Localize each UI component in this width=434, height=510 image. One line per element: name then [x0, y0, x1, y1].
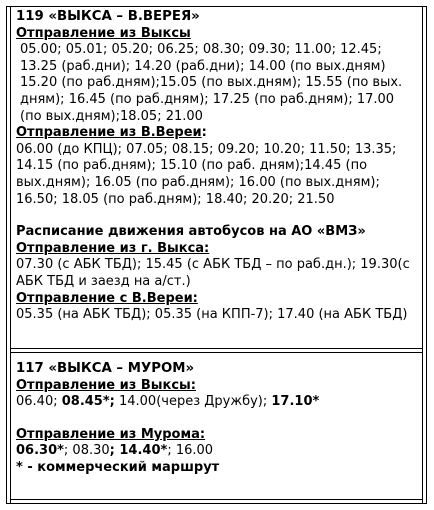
time-text-bold: 08.45*; — [61, 394, 115, 410]
route-117-murom-times — [16, 443, 419, 460]
vmz-title: Расписание движения автобусов на АО «ВМЗ» — [16, 224, 366, 240]
route-119-vereya-heading: Отправление из В.Вереи — [16, 125, 202, 141]
time-text-bold: ; 14.40* — [109, 443, 168, 459]
route-119-vyksa-heading: Отправление из Выксы — [16, 25, 191, 41]
route-119-vereya-heading-colon: : — [201, 125, 207, 141]
route-117-cell — [10, 352, 423, 500]
route-117-title: 117 «ВЫКСА – МУРОМ» — [16, 361, 195, 376]
time-text-bold: 06.30* — [16, 443, 64, 459]
vmz-vereya-times: 05.35 (на АБК ТБД); 05.35 (на КПП-7); 17.40 (на АБК ТБД) — [16, 307, 408, 323]
time-text: 06.40; — [16, 394, 62, 410]
time-text: ; 16.00 — [167, 443, 214, 459]
footnote: * - коммерческий маршрут — [16, 459, 220, 475]
schedule-table — [6, 6, 427, 504]
route-117-vyksa-heading: Отправление из Выксы: — [16, 377, 196, 393]
route-117-murom-heading: Отправление из Мурома: — [16, 426, 206, 442]
route-119-vyksa-times: 05.00; 05.01; 05.20; 06.25; 08.30; 09.30; 11.00; 12.45; 13.25 (раб.дни); 14.20 (раб.дни); 14.00 (по вых.дням) 15.20 (по раб.дням);15.05 (по вых.дням); 15.55 (по вых. дням); 16.45 (по раб.дням); 17.25 (по раб.дням); 17.00 (по вых.дням);18.05; 21.00 — [20, 42, 403, 124]
time-text: ; 08.30 — [63, 443, 110, 459]
spacer — [16, 411, 419, 427]
route-119-vereya-times: 06.00 (до КПЦ); 07.05; 08.15; 09.20; 10.20; 11.50; 13.35; 14.15 (по раб.дням); 15.10 (по раб. дням);14.45 (по вых.дням); 16.05 (по раб.дням); 16.00 (по вых.дням); 16.50; 18.05 (по раб.дням); 18.40; 20.20; 21.50 — [16, 141, 397, 207]
route-119-vereya-heading-line — [16, 125, 419, 142]
time-text: 14.00(через Дружбу); — [114, 394, 272, 410]
route-119-title: 119 «ВЫКСА – В.ВЕРЕЯ» — [16, 9, 200, 24]
vmz-vyksa-times: 07.30 (с АБК ТБД); 15.45 (с АБК ТБД – по раб.дн.); 19.30(с АБК ТБД и заезд на а/ст.) — [16, 257, 410, 289]
vmz-vyksa-heading: Отправление из г. Выкса: — [16, 240, 210, 256]
time-text-bold: 17.10* — [271, 394, 320, 410]
route-117-vyksa-times — [16, 394, 419, 411]
vmz-vereya-heading: Отправление с В.Вереи: — [16, 290, 198, 306]
spacer — [16, 208, 419, 224]
route-119-cell — [10, 7, 423, 349]
